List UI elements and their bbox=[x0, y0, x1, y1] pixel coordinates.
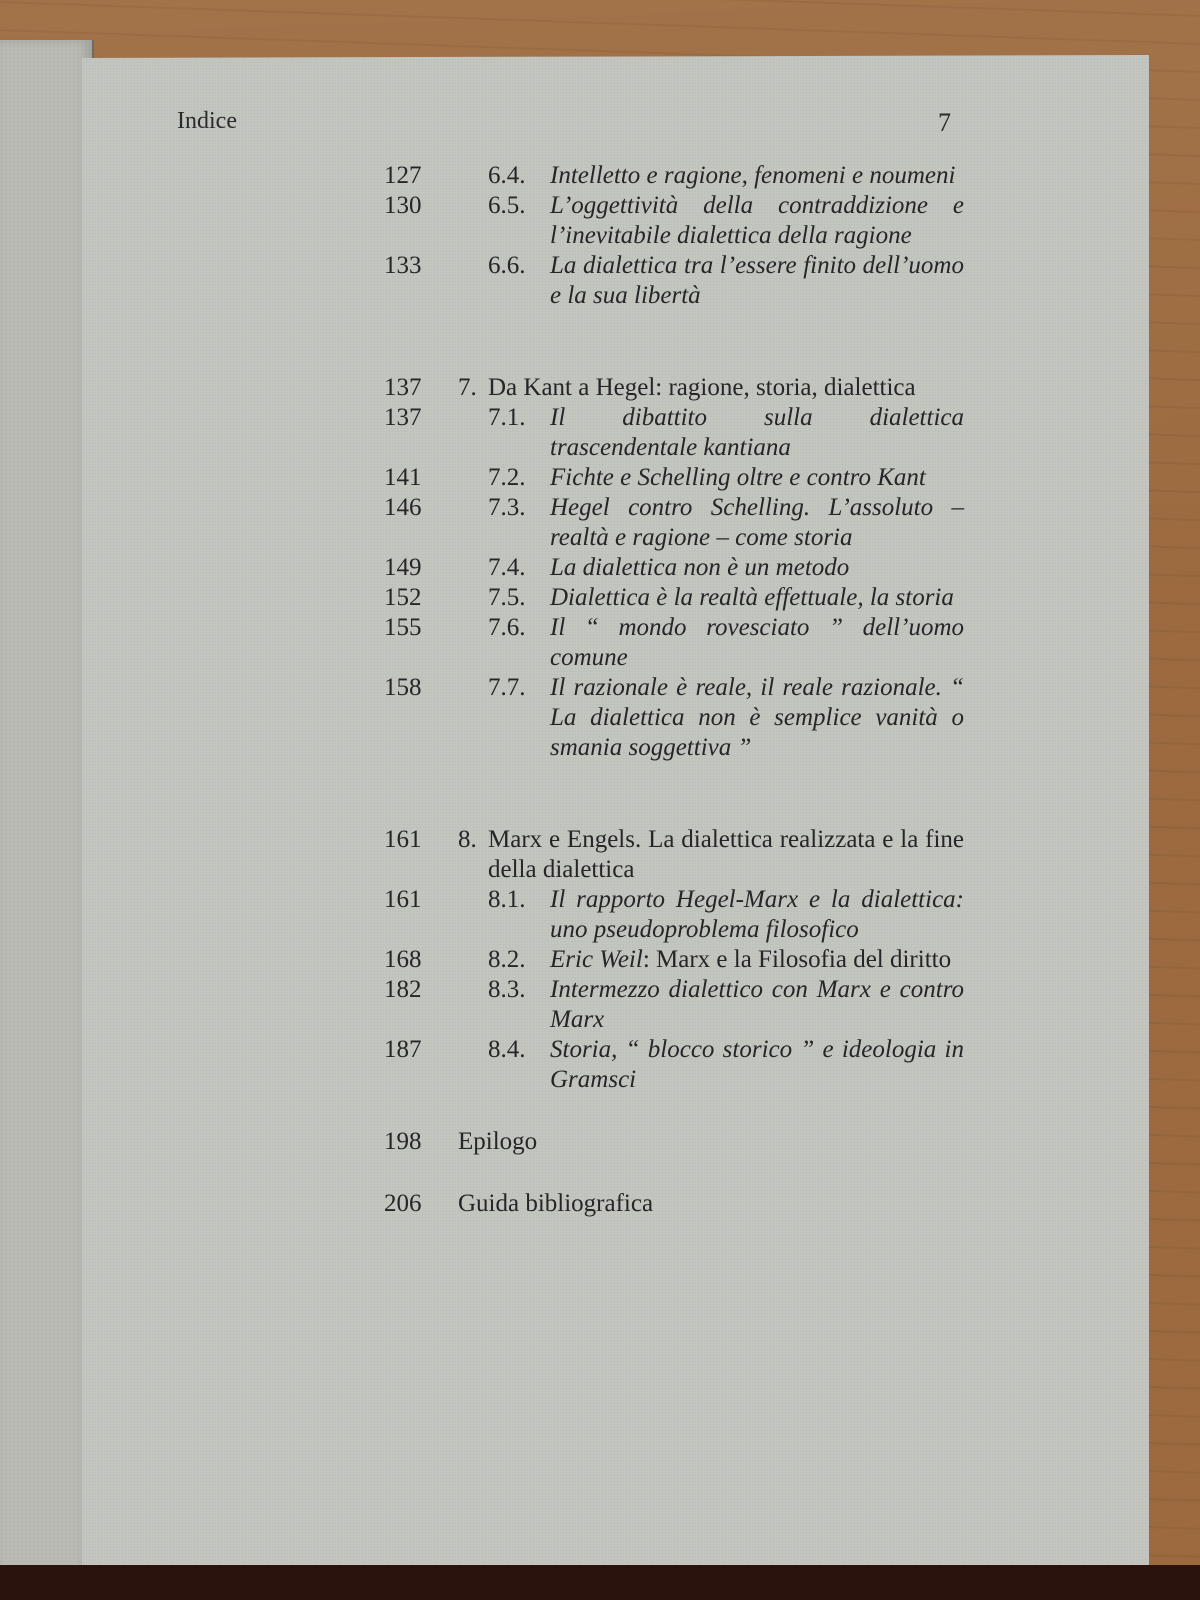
toc-number: 7.5. bbox=[488, 584, 526, 611]
spacer bbox=[384, 795, 964, 825]
toc-title: Guida bibliografica bbox=[458, 1190, 654, 1217]
toc-title: Fichte e Schelling oltre e contro Kant bbox=[550, 464, 926, 491]
toc-number: 6.6. bbox=[488, 252, 526, 279]
toc-title: Intermezzo dialettico con Marx e contro Marx bbox=[550, 976, 964, 1033]
toc-entry bbox=[384, 161, 964, 191]
toc-number: 8.4. bbox=[488, 1036, 526, 1063]
toc-title-italic: Eric Weil bbox=[550, 946, 643, 973]
toc-title: Hegel contro Schelling. L’assoluto – realtà e ragione – come storia bbox=[550, 494, 964, 551]
toc-page: 137 bbox=[384, 374, 422, 401]
toc-number: 6.4. bbox=[488, 162, 526, 189]
toc-entry bbox=[384, 945, 964, 975]
toc-number: 7. bbox=[458, 374, 477, 401]
toc-title bbox=[550, 945, 964, 975]
toc-page: 206 bbox=[384, 1190, 422, 1217]
toc-title: Il dibattito sulla dialettica trascendentale kantiana bbox=[550, 404, 964, 461]
toc-title: Dialettica è la realtà effettuale, la storia bbox=[550, 584, 954, 611]
spacer bbox=[384, 1095, 964, 1127]
toc-title: Il “ mondo rovesciato ” dell’uomo comune bbox=[550, 614, 964, 671]
spacer bbox=[384, 763, 964, 795]
toc-title: L’oggettività della contraddizione e l’inevitabile dialettica della ragione bbox=[550, 192, 964, 249]
toc-entry bbox=[384, 463, 964, 493]
toc-page: 155 bbox=[384, 614, 422, 641]
toc-title: Il rapporto Hegel-Marx e la dialettica: uno pseudoproblema filosofico bbox=[550, 886, 964, 943]
toc-chapter bbox=[384, 825, 964, 885]
toc-number: 7.1. bbox=[488, 404, 526, 431]
left-page bbox=[0, 40, 94, 1580]
toc-chapter bbox=[384, 373, 964, 403]
toc-number: 8.2. bbox=[488, 946, 526, 973]
toc-number: 7.3. bbox=[488, 494, 526, 521]
toc-number: 7.6. bbox=[488, 614, 526, 641]
toc-title: La dialettica non è un metodo bbox=[550, 554, 850, 581]
spacer bbox=[384, 311, 964, 343]
toc-entry bbox=[384, 191, 964, 251]
toc-page: 168 bbox=[384, 946, 422, 973]
page-number: 7 bbox=[938, 108, 951, 137]
toc-entry bbox=[384, 673, 964, 763]
table-shadow bbox=[0, 1565, 1200, 1600]
toc-entry bbox=[384, 403, 964, 463]
toc-page: 141 bbox=[384, 464, 422, 491]
toc-page: 161 bbox=[384, 826, 422, 853]
toc-title-roman: : Marx e la Filosofia del diritto bbox=[642, 946, 952, 973]
toc-title: Da Kant a Hegel: ragione, storia, dialettica bbox=[488, 374, 916, 401]
toc-appendix bbox=[384, 1189, 964, 1219]
toc-page: 133 bbox=[384, 252, 422, 279]
toc-page: 146 bbox=[384, 494, 422, 521]
toc-title: Intelletto e ragione, fenomeni e noumeni bbox=[550, 162, 956, 189]
toc-page: 158 bbox=[384, 674, 422, 701]
toc-entry bbox=[384, 613, 964, 673]
toc-entry bbox=[384, 975, 964, 1035]
toc-number: 7.4. bbox=[488, 554, 526, 581]
toc-page: 187 bbox=[384, 1036, 422, 1063]
toc-title: Epilogo bbox=[458, 1128, 538, 1155]
spacer bbox=[384, 1157, 964, 1189]
toc-page: 161 bbox=[384, 886, 422, 913]
toc-number: 8. bbox=[458, 826, 477, 853]
toc-page: 130 bbox=[384, 192, 422, 219]
running-head-title: Indice bbox=[177, 108, 237, 134]
toc-appendix bbox=[384, 1127, 964, 1157]
toc-page: 149 bbox=[384, 554, 422, 581]
toc-number: 8.1. bbox=[488, 886, 526, 913]
toc-page: 182 bbox=[384, 976, 422, 1003]
toc-title: Marx e Engels. La dialettica realizzata e la fine della dialettica bbox=[488, 826, 964, 883]
toc-page: 137 bbox=[384, 404, 422, 431]
toc-entry bbox=[384, 493, 964, 553]
toc-entry bbox=[384, 583, 964, 613]
toc-title: Il razionale è reale, il reale razionale. “ La dialettica non è semplice vanità o smania soggettiva ” bbox=[550, 674, 964, 761]
toc-entry bbox=[384, 1035, 964, 1095]
spacer bbox=[384, 343, 964, 373]
toc-entry bbox=[384, 251, 964, 311]
toc-number: 7.2. bbox=[488, 464, 526, 491]
toc-title: Storia, “ blocco storico ” e ideologia in Gramsci bbox=[550, 1036, 964, 1093]
toc-entry bbox=[384, 553, 964, 583]
toc-page: 198 bbox=[384, 1128, 422, 1155]
toc-page: 127 bbox=[384, 162, 422, 189]
toc-title: La dialettica tra l’essere finito dell’uomo e la sua libertà bbox=[550, 252, 964, 309]
toc-number: 8.3. bbox=[488, 976, 526, 1003]
toc-number: 7.7. bbox=[488, 674, 526, 701]
toc-entry bbox=[384, 885, 964, 945]
toc-number: 6.5. bbox=[488, 192, 526, 219]
table-of-contents bbox=[384, 161, 964, 1219]
toc-page: 152 bbox=[384, 584, 422, 611]
